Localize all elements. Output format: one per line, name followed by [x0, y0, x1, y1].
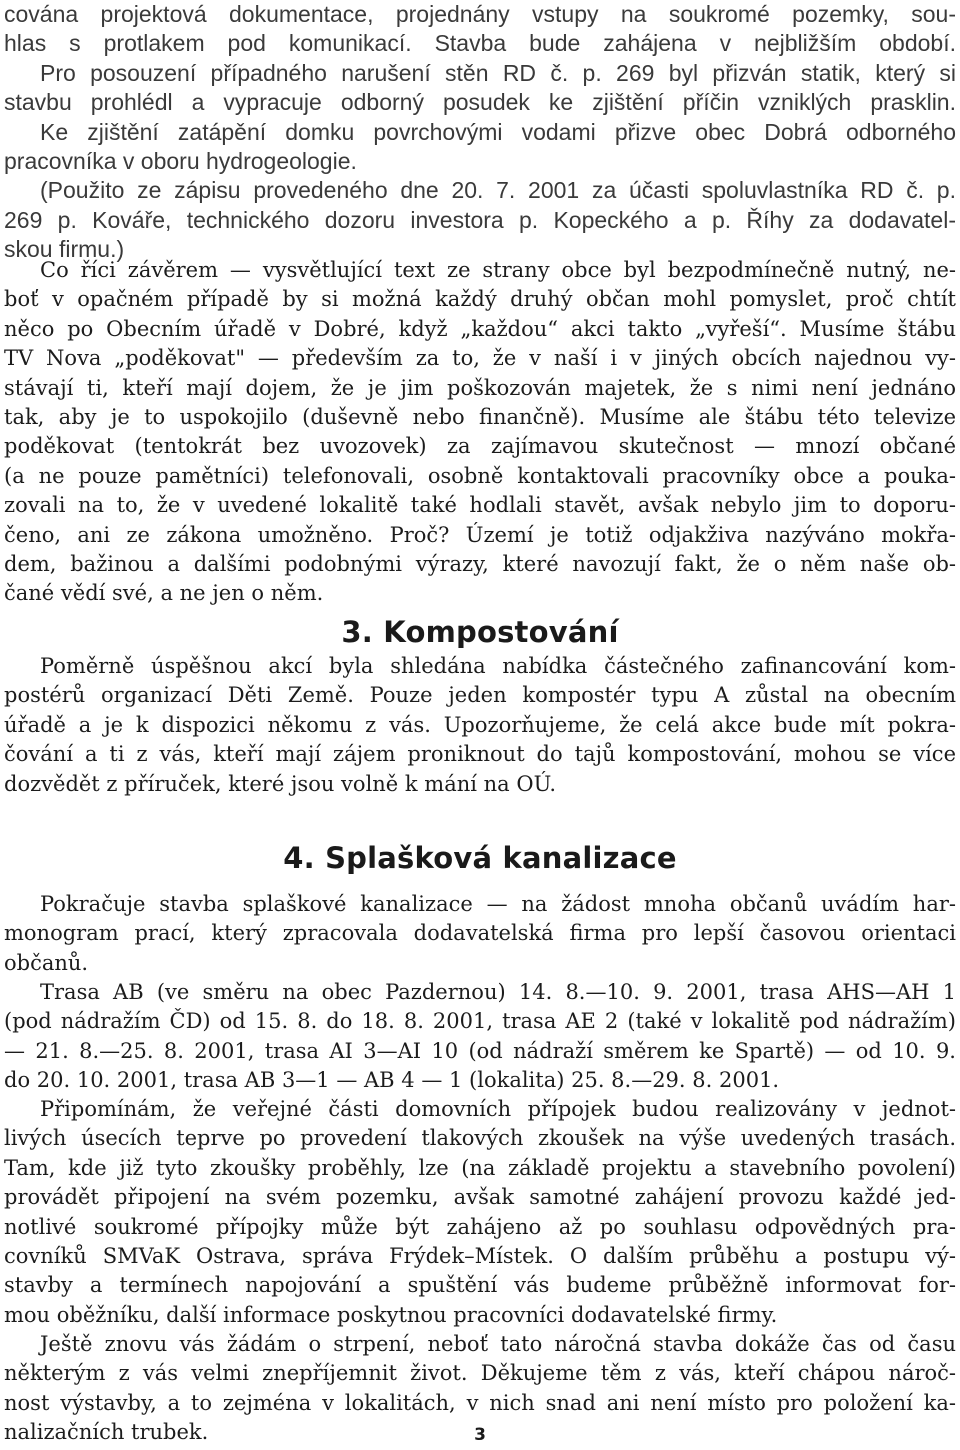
text-line: Pokračuje stavba splaškové kanalizace — na žádost mnoha občanů uvádím har-: [40, 892, 956, 916]
text-line: mou oběžníku, další informace poskytnou pracovníci dodavatelské firmy.: [4, 1302, 778, 1327]
text-line: hlas s protlakem pod komunikací. Stavba bude zahájena v nejbližším období.: [4, 30, 956, 57]
text-line: boť v opačném případě by si možná každý druhý občan mohl pomyslet, proč chtít: [4, 287, 956, 312]
text-line: nost výstavby, a to zejména v lokalitách, v nich snad ani není místo pro položení ka-: [4, 1390, 956, 1415]
text-line: stavbu prohlédl a vypracuje odborný posudek ke zjištění příčin vzniklých prasklin.: [4, 89, 956, 116]
text-line: livých úsecích teprve po provedení tlakových zkoušek na výše uvedených trasách.: [4, 1126, 956, 1151]
text-line: Ke zjištění zatápění domku povrchovými vodami přizve obec Dobrá odborného: [40, 118, 956, 145]
text-line: Pro posouzení případného narušení stěn RD č. p. 269 byl přizván statik, který si: [40, 59, 956, 86]
text-line: 269 p. Kováře, technického dozoru investora p. Kopeckého a p. Říhy za dodavatel-: [4, 206, 956, 233]
text-line: Připomínám, že veřejné části domovních přípojek budou realizovány v jednot-: [40, 1097, 956, 1121]
text-line: provádět připojení na svém pozemku, avšak samotné zahájení provozu každé jed-: [4, 1185, 956, 1210]
text-line: čeno, ani ze zákona umožněno. Proč? Území je totiž odjakživa nazýváno mokřa-: [4, 522, 956, 547]
conclusion-paragraph: [4, 256, 956, 609]
text-line: stávají ti, kteří mají dojem, že je jim poškozován majetek, že s nimi není jednáno: [4, 375, 956, 400]
text-line: některým z vás velmi znepříjemnit život. Děkujeme těm z vás, kteří chápou nároč-: [4, 1361, 956, 1386]
text-line: Poměrně úspěšnou akcí byla shledána nabídka částečného zafinancování kom-: [40, 654, 956, 678]
section-heading-kompostovani: 3. Kompostování: [341, 615, 619, 649]
text-line: nalizačních trubek.: [4, 1420, 209, 1445]
text-line: poděkovat (tentokrát bez uvozovek) za zajímavou skutečnost — mnozí občané: [4, 434, 956, 459]
text-line: občanů.: [4, 950, 89, 975]
text-line: do 20. 10. 2001, trasa AB 3—1 — AB 4 — 1 (lokalita) 25. 8.—29. 8. 2001.: [4, 1068, 780, 1093]
intro-paragraph: [4, 0, 956, 265]
text-line: — 21. 8.—25. 8. 2001, trasa AI 3—AI 10 (od nádraží směrem ke Spartě) — od 10. 9.: [4, 1038, 956, 1063]
text-line: Ještě znovu vás žádám o strpení, neboť tato náročná stavba dokáže čas od času: [40, 1332, 956, 1356]
text-line: (pod nádražím ČD) od 15. 8. do 18. 8. 2001, trasa AE 2 (také v lokalitě pod nádražím): [4, 1009, 956, 1034]
text-line: (Použito ze zápisu provedeného dne 20. 7. 2001 za účasti spoluvlastníka RD č. p.: [40, 177, 956, 204]
section-heading-splaskova-kanalizace: 4. Splašková kanalizace: [283, 841, 677, 875]
text-line: Trasa AB (ve směru na obec Pazdernou) 14. 8.—10. 9. 2001, trasa AHS—AH 1: [40, 980, 956, 1004]
kanalizace-paragraph-1: [4, 890, 956, 978]
text-line: dem, bažinou a dalšími podobnými výrazy, které navozují fakt, že o něm naše ob-: [4, 552, 956, 577]
text-line: pracovníka v oboru hydrogeologie.: [4, 148, 357, 175]
kanalizace-paragraph-3: [4, 1095, 956, 1330]
text-line: postérů organizací Děti Země. Pouze jeden kompostér typu A zůstal na obecním: [4, 683, 956, 708]
text-line: dozvědět z příruček, které jsou volně k mání na OÚ.: [4, 771, 557, 796]
kanalizace-paragraph-2: [4, 978, 956, 1096]
text-line: čování a ti z vás, kteří mají zájem proniknout do tajů kompostování, mohou se více: [4, 742, 956, 767]
page-number: 3: [474, 1425, 486, 1445]
text-line: čané vědí své, a ne jen o něm.: [4, 581, 324, 606]
text-line: skou firmu.): [4, 236, 125, 263]
text-line: monogram prací, který zpracovala dodavatelská firma pro lepší časovou orientaci: [4, 921, 956, 946]
text-line: Co říci závěrem — vysvětlující text ze strany obce byl bezpodmínečně nutný, ne-: [40, 258, 956, 282]
text-line: tak, aby je to uspokojilo (duševně nebo finančně). Musíme ale štábu této televize: [4, 405, 956, 430]
text-line: notlivé soukromé přípojky může být zahájeno až po souhlasu odpovědných pra-: [4, 1214, 956, 1239]
text-line: TV Nova „poděkovat" — především za to, že v naší i v jiných obcích najednou vy-: [4, 346, 956, 371]
text-line: něco po Obecním úřadě v Dobré, když „každou“ akci takto „vyřeší“. Musíme štábu: [4, 316, 956, 341]
kompostovani-paragraph: [4, 652, 956, 799]
text-line: Tam, kde již tyto zkoušky proběhly, lze (na základě projektu a stavebního povolení): [4, 1155, 956, 1180]
text-line: (a ne pouze pamětníci) telefonovali, osobně kontaktovali pracovníky obce a pouka-: [4, 463, 956, 488]
text-line: stavby a termínech napojování a spuštění vás budeme průběžně informovat for-: [4, 1273, 956, 1298]
text-line: cována projektová dokumentace, projednány vstupy na soukromé pozemky, sou-: [4, 1, 956, 27]
text-line: zovali na to, že v uvedené lokalitě také hodlali stavět, avšak nebylo jim to doporu-: [4, 493, 956, 518]
text-line: covníků SMVaK Ostrava, správa Frýdek–Místek. O dalším průběhu a postupu vý-: [4, 1244, 956, 1269]
text-line: úřadě a je k dispozici někomu z vás. Upozorňujeme, že celá akce bude mít pokra-: [4, 712, 956, 737]
